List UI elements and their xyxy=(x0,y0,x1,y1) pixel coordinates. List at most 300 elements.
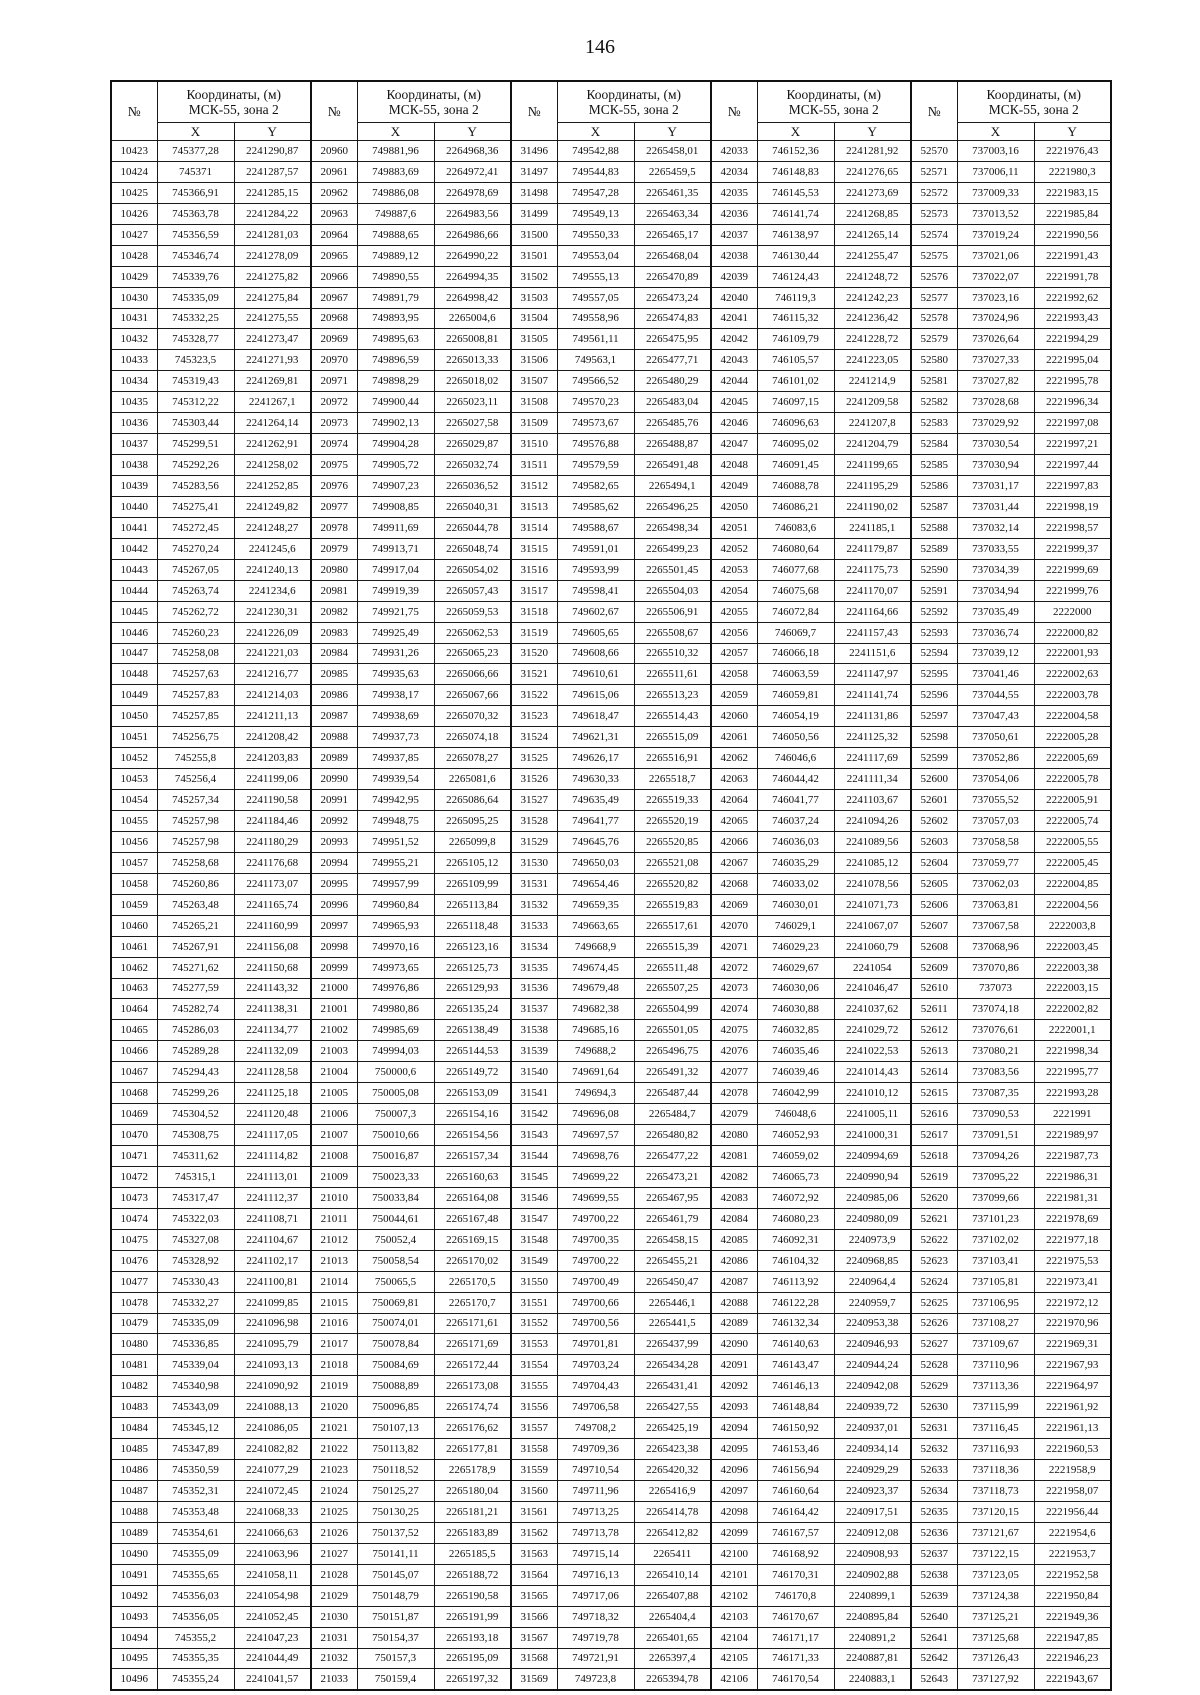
x-coordinate-cell: 745289,28 xyxy=(157,1041,234,1062)
point-number-cell: 10490 xyxy=(111,1543,157,1564)
x-coordinate-cell: 737124,38 xyxy=(957,1585,1034,1606)
y-coordinate-cell: 2265004,6 xyxy=(434,308,511,329)
point-number-cell: 10449 xyxy=(111,685,157,706)
y-coordinate-cell: 2241125,18 xyxy=(234,1083,311,1104)
x-coordinate-cell: 737062,03 xyxy=(957,873,1034,894)
point-number-cell: 21032 xyxy=(311,1648,357,1669)
point-number-cell: 42037 xyxy=(711,224,757,245)
x-coordinate-cell: 737058,58 xyxy=(957,831,1034,852)
point-number-cell: 31529 xyxy=(511,831,557,852)
x-coordinate-cell: 749895,63 xyxy=(357,329,434,350)
y-coordinate-cell: 2265511,48 xyxy=(634,957,711,978)
point-number-cell: 20992 xyxy=(311,811,357,832)
point-number-cell: 31519 xyxy=(511,622,557,643)
point-number-cell: 42073 xyxy=(711,978,757,999)
coordinate-system-label: МСК-55, зона 2 xyxy=(988,102,1079,117)
coordinate-system-label: МСК-55, зона 2 xyxy=(788,102,879,117)
y-coordinate-cell: 2240929,29 xyxy=(834,1460,911,1481)
point-number-cell: 31548 xyxy=(511,1229,557,1250)
table-row xyxy=(111,1334,1111,1355)
x-coordinate-cell: 749709,36 xyxy=(557,1439,634,1460)
point-number-cell: 10441 xyxy=(111,517,157,538)
y-coordinate-cell: 2221958,07 xyxy=(1034,1481,1111,1502)
y-coordinate-cell: 2265149,72 xyxy=(434,1062,511,1083)
x-coordinate-cell: 749889,12 xyxy=(357,245,434,266)
x-coordinate-cell: 749890,55 xyxy=(357,266,434,287)
table-row xyxy=(111,852,1111,873)
point-number-cell: 42085 xyxy=(711,1229,757,1250)
x-coordinate-cell: 745343,09 xyxy=(157,1397,234,1418)
point-number-cell: 52598 xyxy=(911,727,957,748)
point-number-cell: 31541 xyxy=(511,1083,557,1104)
point-number-cell: 20974 xyxy=(311,434,357,455)
y-coordinate-cell: 2222003,15 xyxy=(1034,978,1111,999)
y-coordinate-cell: 2265515,39 xyxy=(634,936,711,957)
x-coordinate-cell: 749706,58 xyxy=(557,1397,634,1418)
y-coordinate-cell: 2265170,5 xyxy=(434,1271,511,1292)
point-number-cell: 42091 xyxy=(711,1355,757,1376)
point-number-cell: 31501 xyxy=(511,245,557,266)
point-number-cell: 52610 xyxy=(911,978,957,999)
point-number-cell: 20979 xyxy=(311,538,357,559)
point-number-cell: 10476 xyxy=(111,1250,157,1271)
table-row xyxy=(111,685,1111,706)
x-coordinate-cell: 750157,3 xyxy=(357,1648,434,1669)
point-number-cell: 42080 xyxy=(711,1125,757,1146)
x-coordinate-cell: 749659,35 xyxy=(557,894,634,915)
x-coordinate-cell: 746048,6 xyxy=(757,1104,834,1125)
point-number-cell: 20996 xyxy=(311,894,357,915)
x-coordinate-cell: 749886,08 xyxy=(357,182,434,203)
point-number-cell: 31562 xyxy=(511,1522,557,1543)
y-coordinate-cell: 2221997,08 xyxy=(1034,413,1111,434)
table-row xyxy=(111,1669,1111,1690)
coordinate-system-label: МСК-55, зона 2 xyxy=(588,102,679,117)
y-coordinate-cell: 2241176,68 xyxy=(234,852,311,873)
point-number-cell: 20966 xyxy=(311,266,357,287)
x-coordinate-cell: 749951,52 xyxy=(357,831,434,852)
x-coordinate-cell: 749697,57 xyxy=(557,1125,634,1146)
x-coordinate-cell: 749605,65 xyxy=(557,622,634,643)
table-row xyxy=(111,706,1111,727)
x-coordinate-cell: 745366,91 xyxy=(157,182,234,203)
point-number-cell: 42044 xyxy=(711,371,757,392)
point-number-cell: 20981 xyxy=(311,580,357,601)
y-coordinate-cell: 2265519,83 xyxy=(634,894,711,915)
y-coordinate-cell: 2265123,16 xyxy=(434,936,511,957)
y-coordinate-cell: 2222002,82 xyxy=(1034,999,1111,1020)
y-coordinate-cell: 2241249,82 xyxy=(234,496,311,517)
y-coordinate-cell: 2221946,23 xyxy=(1034,1648,1111,1669)
point-number-cell: 21028 xyxy=(311,1564,357,1585)
table-row xyxy=(111,580,1111,601)
x-coordinate-cell: 745363,78 xyxy=(157,203,234,224)
table-row xyxy=(111,1229,1111,1250)
y-coordinate-cell: 2265412,82 xyxy=(634,1522,711,1543)
x-coordinate-cell: 746170,31 xyxy=(757,1564,834,1585)
point-number-cell: 42077 xyxy=(711,1062,757,1083)
x-coordinate-cell: 749700,35 xyxy=(557,1229,634,1250)
y-coordinate-cell: 2241100,81 xyxy=(234,1271,311,1292)
point-number-cell: 20990 xyxy=(311,769,357,790)
table-row xyxy=(111,1460,1111,1481)
point-number-cell: 42034 xyxy=(711,161,757,182)
y-coordinate-cell: 2221985,84 xyxy=(1034,203,1111,224)
y-coordinate-cell: 2221999,76 xyxy=(1034,580,1111,601)
x-coordinate-cell: 750088,89 xyxy=(357,1376,434,1397)
y-coordinate-cell: 2241114,82 xyxy=(234,1146,311,1167)
point-number-cell: 31513 xyxy=(511,496,557,517)
point-number-cell: 21000 xyxy=(311,978,357,999)
y-coordinate-cell: 2265517,61 xyxy=(634,915,711,936)
point-number-cell: 52601 xyxy=(911,790,957,811)
x-coordinate-cell: 750078,84 xyxy=(357,1334,434,1355)
point-number-cell: 31564 xyxy=(511,1564,557,1585)
x-coordinate-cell: 745267,05 xyxy=(157,559,234,580)
x-coordinate-cell: 749994,03 xyxy=(357,1041,434,1062)
y-coordinate-cell: 2241287,57 xyxy=(234,161,311,182)
point-number-cell: 52623 xyxy=(911,1250,957,1271)
number-column-header: № xyxy=(511,81,557,141)
y-coordinate-cell: 2241269,81 xyxy=(234,371,311,392)
point-number-cell: 52637 xyxy=(911,1543,957,1564)
point-number-cell: 31500 xyxy=(511,224,557,245)
x-coordinate-cell: 745317,47 xyxy=(157,1187,234,1208)
point-number-cell: 20963 xyxy=(311,203,357,224)
x-coordinate-cell: 737113,36 xyxy=(957,1376,1034,1397)
point-number-cell: 10447 xyxy=(111,643,157,664)
point-number-cell: 10496 xyxy=(111,1669,157,1690)
x-coordinate-cell: 746101,02 xyxy=(757,371,834,392)
x-coordinate-cell: 737118,73 xyxy=(957,1481,1034,1502)
point-number-cell: 42063 xyxy=(711,769,757,790)
point-number-cell: 10435 xyxy=(111,392,157,413)
x-coordinate-cell: 746113,92 xyxy=(757,1271,834,1292)
y-coordinate-cell: 2241281,92 xyxy=(834,141,911,162)
x-coordinate-cell: 749700,22 xyxy=(557,1250,634,1271)
y-coordinate-cell: 2265086,64 xyxy=(434,790,511,811)
x-coordinate-cell: 746170,54 xyxy=(757,1669,834,1690)
x-coordinate-cell: 750141,11 xyxy=(357,1543,434,1564)
x-coordinate-cell: 749921,75 xyxy=(357,601,434,622)
x-coordinate-cell: 749893,95 xyxy=(357,308,434,329)
table-row xyxy=(111,559,1111,580)
x-coordinate-cell: 746171,33 xyxy=(757,1648,834,1669)
x-coordinate-cell: 749608,66 xyxy=(557,643,634,664)
y-coordinate-cell: 2240937,01 xyxy=(834,1418,911,1439)
y-coordinate-cell: 2222005,55 xyxy=(1034,831,1111,852)
table-row xyxy=(111,1020,1111,1041)
point-number-cell: 31540 xyxy=(511,1062,557,1083)
point-number-cell: 52580 xyxy=(911,350,957,371)
y-coordinate-cell: 2265485,76 xyxy=(634,413,711,434)
y-coordinate-cell: 2241066,63 xyxy=(234,1522,311,1543)
x-coordinate-cell: 737063,81 xyxy=(957,894,1034,915)
point-number-cell: 20964 xyxy=(311,224,357,245)
coordinates-label: Координаты, (м) xyxy=(586,87,682,102)
y-coordinate-cell: 2221954,6 xyxy=(1034,1522,1111,1543)
y-coordinate-cell: 2265066,66 xyxy=(434,664,511,685)
point-number-cell: 52640 xyxy=(911,1606,957,1627)
point-number-cell: 52618 xyxy=(911,1146,957,1167)
x-coordinate-cell: 745322,03 xyxy=(157,1208,234,1229)
point-number-cell: 42074 xyxy=(711,999,757,1020)
y-coordinate-cell: 2222003,78 xyxy=(1034,685,1111,706)
y-coordinate-cell: 2265473,24 xyxy=(634,287,711,308)
y-coordinate-cell: 2265461,35 xyxy=(634,182,711,203)
point-number-cell: 31544 xyxy=(511,1146,557,1167)
page-number: 146 xyxy=(585,36,615,58)
x-coordinate-cell: 745294,43 xyxy=(157,1062,234,1083)
x-coordinate-cell: 745354,61 xyxy=(157,1522,234,1543)
point-number-cell: 10448 xyxy=(111,664,157,685)
x-coordinate-cell: 749650,03 xyxy=(557,852,634,873)
y-coordinate-cell: 2221995,04 xyxy=(1034,350,1111,371)
y-coordinate-cell: 2265488,87 xyxy=(634,434,711,455)
y-coordinate-cell: 2265474,83 xyxy=(634,308,711,329)
y-coordinate-cell: 2265425,19 xyxy=(634,1418,711,1439)
y-coordinate-cell: 2222005,74 xyxy=(1034,811,1111,832)
y-coordinate-cell: 2241204,79 xyxy=(834,434,911,455)
x-coordinate-cell: 737028,68 xyxy=(957,392,1034,413)
y-coordinate-cell: 2222005,78 xyxy=(1034,769,1111,790)
y-coordinate-cell: 2265125,73 xyxy=(434,957,511,978)
x-coordinate-cell: 737095,22 xyxy=(957,1166,1034,1187)
x-coordinate-cell: 746168,92 xyxy=(757,1543,834,1564)
point-number-cell: 20968 xyxy=(311,308,357,329)
y-coordinate-cell: 2265197,32 xyxy=(434,1669,511,1690)
x-coordinate-cell: 737080,21 xyxy=(957,1041,1034,1062)
point-number-cell: 10426 xyxy=(111,203,157,224)
point-number-cell: 10432 xyxy=(111,329,157,350)
x-coordinate-cell: 749955,21 xyxy=(357,852,434,873)
y-coordinate-cell: 2222005,28 xyxy=(1034,727,1111,748)
y-coordinate-cell: 2264998,42 xyxy=(434,287,511,308)
x-coordinate-cell: 737035,49 xyxy=(957,601,1034,622)
point-number-cell: 21015 xyxy=(311,1292,357,1313)
y-coordinate-cell: 2265491,32 xyxy=(634,1062,711,1083)
y-coordinate-cell: 2265520,82 xyxy=(634,873,711,894)
point-number-cell: 10453 xyxy=(111,769,157,790)
point-number-cell: 52607 xyxy=(911,915,957,936)
point-number-cell: 52614 xyxy=(911,1062,957,1083)
y-coordinate-cell: 2221995,77 xyxy=(1034,1062,1111,1083)
y-coordinate-cell: 2240953,38 xyxy=(834,1313,911,1334)
point-number-cell: 42082 xyxy=(711,1166,757,1187)
x-coordinate-cell: 749719,78 xyxy=(557,1627,634,1648)
point-number-cell: 31556 xyxy=(511,1397,557,1418)
x-coordinate-cell: 746167,57 xyxy=(757,1522,834,1543)
table-row xyxy=(111,1208,1111,1229)
y-coordinate-cell: 2265118,48 xyxy=(434,915,511,936)
y-coordinate-cell: 2241054,98 xyxy=(234,1585,311,1606)
point-number-cell: 31565 xyxy=(511,1585,557,1606)
x-coordinate-cell: 737032,14 xyxy=(957,517,1034,538)
x-coordinate-cell: 749547,28 xyxy=(557,182,634,203)
x-coordinate-cell: 749566,52 xyxy=(557,371,634,392)
point-number-cell: 52616 xyxy=(911,1104,957,1125)
point-number-cell: 31567 xyxy=(511,1627,557,1648)
table-row xyxy=(111,1355,1111,1376)
point-number-cell: 31521 xyxy=(511,664,557,685)
y-coordinate-cell: 2241104,67 xyxy=(234,1229,311,1250)
y-coordinate-cell: 2241125,32 xyxy=(834,727,911,748)
table-row xyxy=(111,1564,1111,1585)
point-number-cell: 42090 xyxy=(711,1334,757,1355)
x-coordinate-cell: 749688,2 xyxy=(557,1041,634,1062)
x-coordinate-cell: 749887,6 xyxy=(357,203,434,224)
point-number-cell: 21019 xyxy=(311,1376,357,1397)
x-coordinate-cell: 745271,62 xyxy=(157,957,234,978)
table-row xyxy=(111,1104,1111,1125)
point-number-cell: 31523 xyxy=(511,706,557,727)
y-coordinate-cell: 2241077,29 xyxy=(234,1460,311,1481)
x-coordinate-cell: 749721,91 xyxy=(557,1648,634,1669)
x-coordinate-cell: 737087,35 xyxy=(957,1083,1034,1104)
y-coordinate-cell: 2241273,69 xyxy=(834,182,911,203)
x-coordinate-cell: 746104,32 xyxy=(757,1250,834,1271)
point-number-cell: 52643 xyxy=(911,1669,957,1690)
x-coordinate-cell: 749621,31 xyxy=(557,727,634,748)
point-number-cell: 10456 xyxy=(111,831,157,852)
point-number-cell: 10482 xyxy=(111,1376,157,1397)
point-number-cell: 10474 xyxy=(111,1208,157,1229)
y-coordinate-cell: 2222004,58 xyxy=(1034,706,1111,727)
point-number-cell: 10446 xyxy=(111,622,157,643)
x-coordinate-cell: 745312,22 xyxy=(157,392,234,413)
table-row xyxy=(111,1376,1111,1397)
x-coordinate-cell: 749544,83 xyxy=(557,161,634,182)
table-row xyxy=(111,141,1111,162)
point-number-cell: 31531 xyxy=(511,873,557,894)
point-number-cell: 42066 xyxy=(711,831,757,852)
x-coordinate-cell: 737126,43 xyxy=(957,1648,1034,1669)
point-number-cell: 21010 xyxy=(311,1187,357,1208)
point-number-cell: 31553 xyxy=(511,1334,557,1355)
point-number-cell: 10431 xyxy=(111,308,157,329)
point-number-cell: 20962 xyxy=(311,182,357,203)
point-number-cell: 52584 xyxy=(911,434,957,455)
y-coordinate-cell: 2241234,6 xyxy=(234,580,311,601)
point-number-cell: 31569 xyxy=(511,1669,557,1690)
y-coordinate-cell: 2241099,85 xyxy=(234,1292,311,1313)
point-number-cell: 42078 xyxy=(711,1083,757,1104)
y-coordinate-cell: 2222003,8 xyxy=(1034,915,1111,936)
coordinates-label: Координаты, (м) xyxy=(786,87,882,102)
x-coordinate-cell: 750118,52 xyxy=(357,1460,434,1481)
y-coordinate-cell: 2265185,5 xyxy=(434,1543,511,1564)
x-coordinate-cell: 745263,74 xyxy=(157,580,234,601)
x-coordinate-cell: 746092,31 xyxy=(757,1229,834,1250)
y-coordinate-cell: 2265154,56 xyxy=(434,1125,511,1146)
x-coordinate-cell: 749682,38 xyxy=(557,999,634,1020)
x-coordinate-cell: 737031,17 xyxy=(957,476,1034,497)
table-row xyxy=(111,873,1111,894)
point-number-cell: 10481 xyxy=(111,1355,157,1376)
y-coordinate-cell: 2265109,99 xyxy=(434,873,511,894)
coordinates-table xyxy=(110,80,1112,1691)
point-number-cell: 52604 xyxy=(911,852,957,873)
y-coordinate-cell: 2241089,56 xyxy=(834,831,911,852)
y-coordinate-cell: 2265193,18 xyxy=(434,1627,511,1648)
point-number-cell: 10436 xyxy=(111,413,157,434)
point-number-cell: 10495 xyxy=(111,1648,157,1669)
point-number-cell: 31550 xyxy=(511,1271,557,1292)
point-number-cell: 42081 xyxy=(711,1146,757,1167)
x-coordinate-cell: 737101,23 xyxy=(957,1208,1034,1229)
y-coordinate-cell: 2241228,72 xyxy=(834,329,911,350)
coordinates-column-header xyxy=(957,81,1111,123)
x-coordinate-cell: 745339,04 xyxy=(157,1355,234,1376)
y-coordinate-cell: 2265521,08 xyxy=(634,852,711,873)
x-coordinate-cell: 746124,43 xyxy=(757,266,834,287)
y-coordinate-cell: 2241252,85 xyxy=(234,476,311,497)
point-number-cell: 10465 xyxy=(111,1020,157,1041)
x-coordinate-cell: 750005,08 xyxy=(357,1083,434,1104)
y-coordinate-cell: 2221996,34 xyxy=(1034,392,1111,413)
table-row xyxy=(111,831,1111,852)
point-number-cell: 52606 xyxy=(911,894,957,915)
y-coordinate-cell: 2265501,05 xyxy=(634,1020,711,1041)
table-row xyxy=(111,811,1111,832)
y-coordinate-cell: 2240946,93 xyxy=(834,1334,911,1355)
point-number-cell: 10462 xyxy=(111,957,157,978)
point-number-cell: 42086 xyxy=(711,1250,757,1271)
x-coordinate-cell: 746030,01 xyxy=(757,894,834,915)
x-coordinate-cell: 750065,5 xyxy=(357,1271,434,1292)
y-coordinate-cell: 2221958,9 xyxy=(1034,1460,1111,1481)
x-coordinate-cell: 746029,1 xyxy=(757,915,834,936)
y-coordinate-cell: 2265508,67 xyxy=(634,622,711,643)
table-row xyxy=(111,894,1111,915)
point-number-cell: 10471 xyxy=(111,1146,157,1167)
point-number-cell: 52639 xyxy=(911,1585,957,1606)
y-coordinate-cell: 2240964,4 xyxy=(834,1271,911,1292)
y-coordinate-cell: 2221978,69 xyxy=(1034,1208,1111,1229)
y-coordinate-cell: 2265461,79 xyxy=(634,1208,711,1229)
y-coordinate-cell: 2221995,78 xyxy=(1034,371,1111,392)
y-coordinate-cell: 2221991,43 xyxy=(1034,245,1111,266)
y-coordinate-cell: 2265397,4 xyxy=(634,1648,711,1669)
point-number-cell: 10483 xyxy=(111,1397,157,1418)
y-coordinate-cell: 2241275,55 xyxy=(234,308,311,329)
x-coordinate-cell: 749549,13 xyxy=(557,203,634,224)
y-coordinate-cell: 2241173,07 xyxy=(234,873,311,894)
point-number-cell: 52635 xyxy=(911,1501,957,1522)
point-number-cell: 20961 xyxy=(311,161,357,182)
x-coordinate-cell: 749542,88 xyxy=(557,141,634,162)
y-coordinate-cell: 2241044,49 xyxy=(234,1648,311,1669)
x-coordinate-cell: 745308,75 xyxy=(157,1125,234,1146)
x-coordinate-cell: 749913,71 xyxy=(357,538,434,559)
y-coordinate-cell: 2265519,33 xyxy=(634,790,711,811)
x-coordinate-cell: 746095,02 xyxy=(757,434,834,455)
point-number-cell: 52590 xyxy=(911,559,957,580)
y-coordinate-cell: 2222005,69 xyxy=(1034,748,1111,769)
x-coordinate-cell: 737033,55 xyxy=(957,538,1034,559)
y-coordinate-cell: 2241096,98 xyxy=(234,1313,311,1334)
table-row xyxy=(111,434,1111,455)
y-coordinate-cell: 2221967,93 xyxy=(1034,1355,1111,1376)
point-number-cell: 21033 xyxy=(311,1669,357,1690)
point-number-cell: 10429 xyxy=(111,266,157,287)
point-number-cell: 10468 xyxy=(111,1083,157,1104)
table-row xyxy=(111,748,1111,769)
y-coordinate-cell: 2241072,45 xyxy=(234,1481,311,1502)
point-number-cell: 52573 xyxy=(911,203,957,224)
point-number-cell: 52628 xyxy=(911,1355,957,1376)
y-coordinate-cell: 2265446,1 xyxy=(634,1292,711,1313)
